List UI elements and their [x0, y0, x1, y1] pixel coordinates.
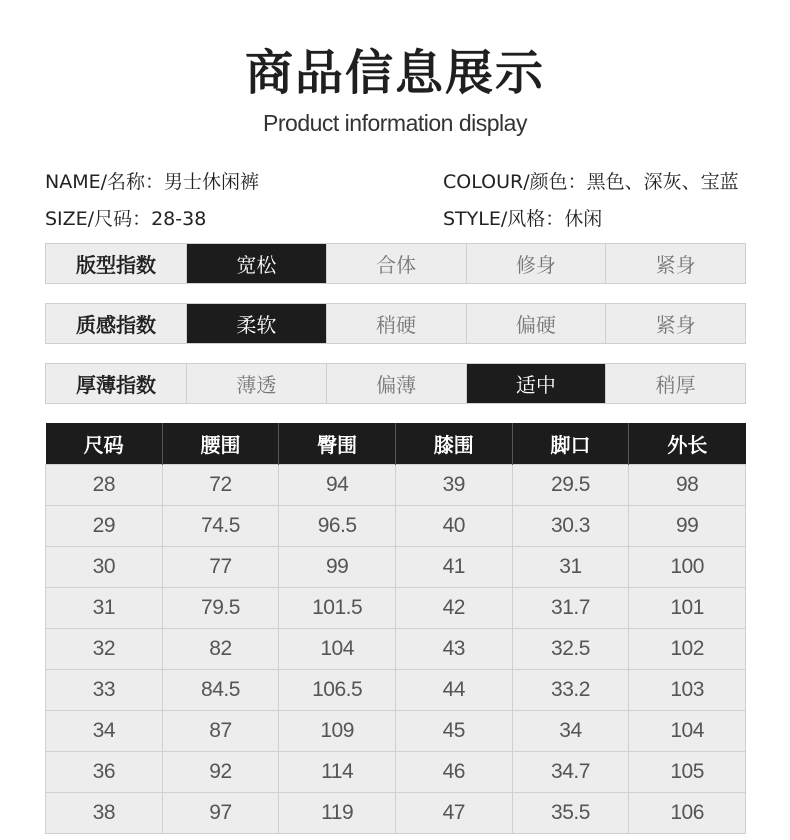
table-cell: 33.2 [512, 670, 629, 711]
table-cell: 38 [46, 793, 163, 834]
col-header-hip: 臀围 [279, 423, 396, 465]
thickness-index-option: 适中 [467, 364, 607, 403]
table-row [46, 588, 746, 629]
table-cell: 77 [162, 547, 279, 588]
fit-index-option: 宽松 [187, 244, 327, 283]
col-header-size: 尺码 [46, 423, 163, 465]
table-cell: 96.5 [279, 506, 396, 547]
table-cell: 40 [395, 506, 512, 547]
table-cell: 98 [629, 465, 746, 506]
table-cell: 45 [395, 711, 512, 752]
table-cell: 36 [46, 752, 163, 793]
table-cell: 41 [395, 547, 512, 588]
size-chart-table [45, 423, 746, 834]
table-row [46, 629, 746, 670]
table-row [46, 670, 746, 711]
page-title: 商品信息展示 [244, 45, 545, 101]
table-cell: 119 [279, 793, 396, 834]
table-cell: 109 [279, 711, 396, 752]
table-cell: 104 [629, 711, 746, 752]
texture-index-option: 稍硬 [327, 304, 467, 343]
fit-index-label: 版型指数 [46, 244, 187, 283]
table-cell: 101 [629, 588, 746, 629]
table-cell: 106 [629, 793, 746, 834]
table-cell: 32.5 [512, 629, 629, 670]
table-cell: 84.5 [162, 670, 279, 711]
col-header-waist: 腰围 [162, 423, 279, 465]
table-cell: 94 [279, 465, 396, 506]
size-table-header-row [46, 423, 746, 465]
info-style: STYLE/风格：休闲 [443, 208, 603, 230]
table-cell: 34 [46, 711, 163, 752]
table-cell: 31.7 [512, 588, 629, 629]
table-cell: 30 [46, 547, 163, 588]
table-cell: 47 [395, 793, 512, 834]
table-cell: 32 [46, 629, 163, 670]
table-row [46, 465, 746, 506]
fit-index-option: 修身 [467, 244, 607, 283]
info-colour: COLOUR/颜色：黑色、深灰、宝蓝 [443, 171, 739, 193]
table-cell: 99 [629, 506, 746, 547]
texture-index-option: 偏硬 [467, 304, 607, 343]
thickness-index-label: 厚薄指数 [46, 364, 187, 403]
fit-index-option: 合体 [327, 244, 467, 283]
table-cell: 31 [512, 547, 629, 588]
table-cell: 34 [512, 711, 629, 752]
size-table-body [46, 465, 746, 834]
table-cell: 92 [162, 752, 279, 793]
info-size: SIZE/尺码：28-38 [45, 208, 207, 230]
table-cell: 106.5 [279, 670, 396, 711]
info-name: NAME/名称：男士休闲裤 [45, 171, 260, 193]
table-cell: 35.5 [512, 793, 629, 834]
table-cell: 29 [46, 506, 163, 547]
table-row [46, 793, 746, 834]
thickness-index-option: 薄透 [187, 364, 327, 403]
table-cell: 101.5 [279, 588, 396, 629]
table-cell: 44 [395, 670, 512, 711]
table-cell: 31 [46, 588, 163, 629]
table-row [46, 547, 746, 588]
table-row [46, 752, 746, 793]
table-cell: 42 [395, 588, 512, 629]
table-cell: 46 [395, 752, 512, 793]
table-cell: 30.3 [512, 506, 629, 547]
table-cell: 43 [395, 629, 512, 670]
page-subtitle: Product information display [263, 110, 527, 136]
texture-index-row [45, 303, 746, 344]
table-cell: 33 [46, 670, 163, 711]
table-row [46, 711, 746, 752]
table-cell: 102 [629, 629, 746, 670]
col-header-length: 外长 [629, 423, 746, 465]
table-cell: 79.5 [162, 588, 279, 629]
fit-index-row [45, 243, 746, 284]
texture-index-label: 质感指数 [46, 304, 187, 343]
table-cell: 39 [395, 465, 512, 506]
texture-index-option: 紧身 [655, 313, 696, 337]
table-cell: 105 [629, 752, 746, 793]
table-cell: 74.5 [162, 506, 279, 547]
thickness-index-row [45, 363, 746, 404]
table-cell: 97 [162, 793, 279, 834]
table-cell: 82 [162, 629, 279, 670]
thickness-index-option: 稍厚 [655, 373, 696, 397]
table-cell: 103 [629, 670, 746, 711]
col-header-leg-opening: 脚口 [512, 423, 629, 465]
table-cell: 99 [279, 547, 396, 588]
table-cell: 87 [162, 711, 279, 752]
table-cell: 104 [279, 629, 396, 670]
table-cell: 28 [46, 465, 163, 506]
col-header-knee: 膝围 [395, 423, 512, 465]
fit-index-option: 紧身 [655, 253, 696, 277]
table-row [46, 506, 746, 547]
table-cell: 100 [629, 547, 746, 588]
table-cell: 114 [279, 752, 396, 793]
texture-index-option: 柔软 [187, 304, 327, 343]
table-cell: 72 [162, 465, 279, 506]
table-cell: 29.5 [512, 465, 629, 506]
thickness-index-option: 偏薄 [327, 364, 467, 403]
table-cell: 34.7 [512, 752, 629, 793]
